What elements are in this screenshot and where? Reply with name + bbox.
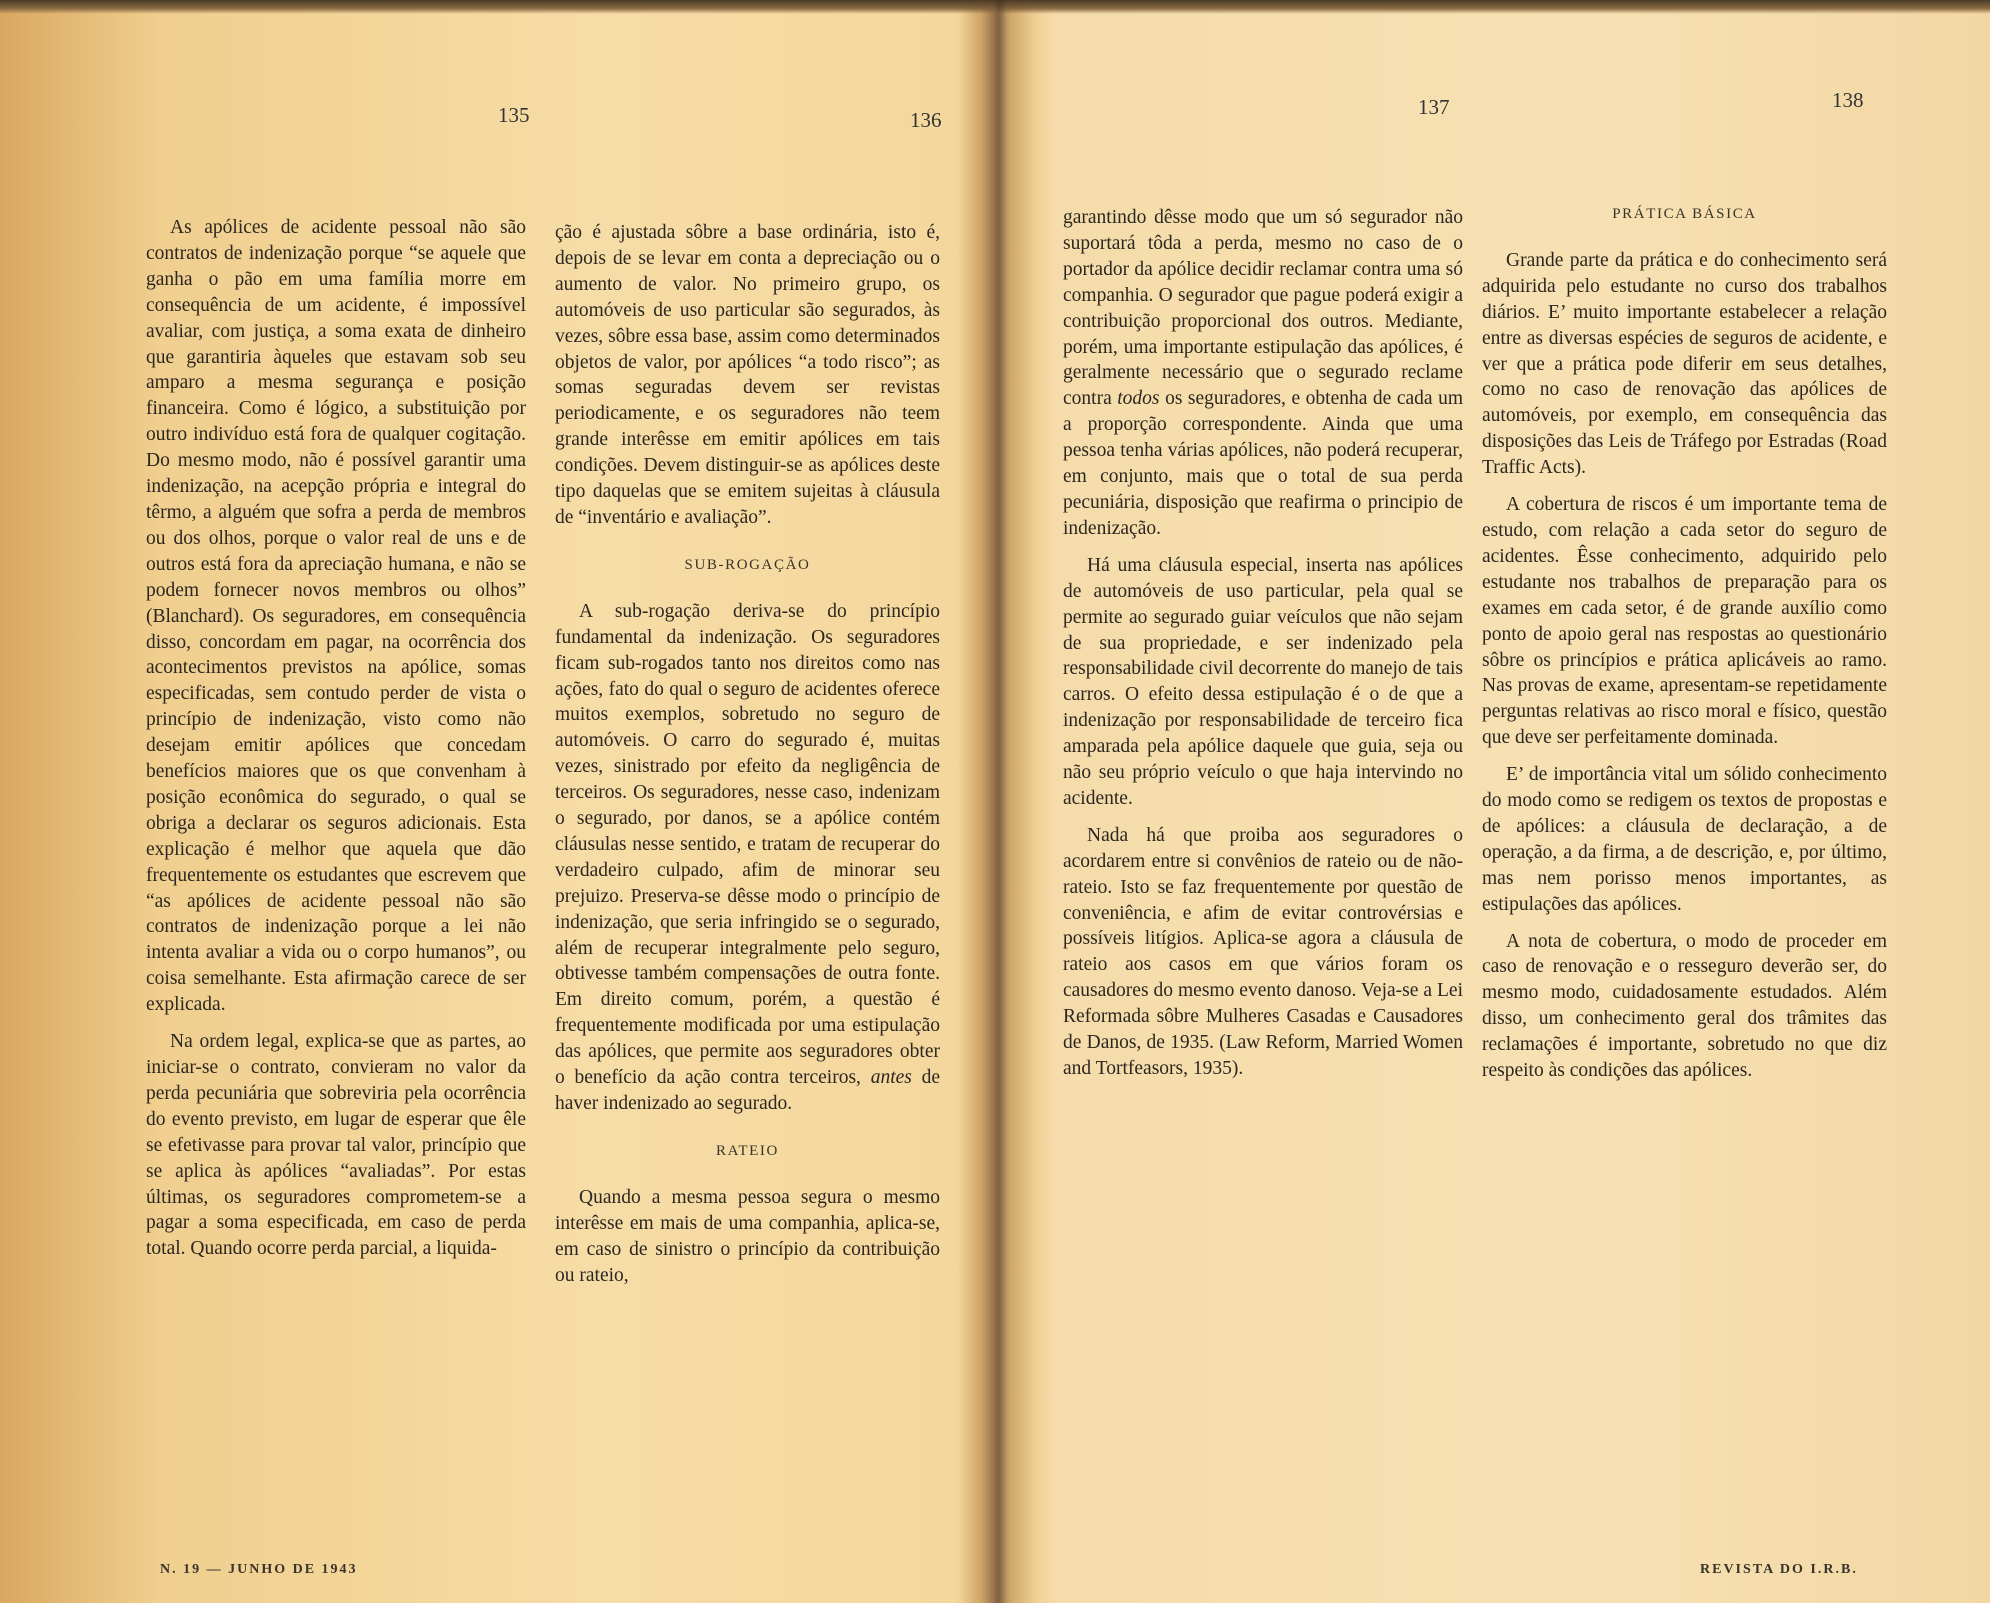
page-number-135: 135	[498, 103, 530, 127]
page-number-137: 137	[1418, 95, 1450, 119]
column-page-138	[1482, 190, 1887, 1095]
section-heading-sub-rogacao: SUB-ROGAÇÃO	[684, 556, 811, 573]
paragraph: A sub-rogação deriva-se do princípio fundamental da indenização. Os seguradores ficam sub-rogados tanto nos direitos como nas ações, fato do qual o seguro de acidentes oferece muitos exemplos, sobretudo no seguro de automóveis. O carro do segurado é, muitas vezes, sinistrado por efeito da negligência de terceiros. Os seguradores, nesse caso, indenizam o segurado, por danos, se a apólice contém cláusulas nesse sentido, e tratam de recuperar do verdadeiro culpado, afim de minorar seu prejuizo. Preserva-se dêsse modo o princípio de indenização, que seria infringido se o segurado, além de recuperar integralmente pelo seguro, obtivesse também compensações de outra fonte. Em direito comum, porém, a questão é frequentemente modificada por uma estipulação das apólices, que permite aos seguradores obter o benefício da ação contra terceiros, antes de haver indenizado ao segurado.	[555, 600, 941, 1114]
paragraph: garantindo dêsse modo que um só segurador não suportará tôda a perda, mesmo no caso de o portador da apólice decidir reclamar contra uma só companhia. O segurador que pague poderá exigir a contribuição proporcional dos outros. Mediante, porém, uma importante estipulação das apólices, é geralmente necessário que o segurado reclame contra todos os seguradores, e obtenha de cada um a proporção correspondente. Ainda que uma pessoa tenha várias apólices, não poderá recuperar, em conjunto, mais que o total de sua perda pecuniária, disposição que reafirma o principio de indenização.	[1063, 207, 1464, 539]
italic-word: todos	[1117, 388, 1160, 410]
paragraph: As apólices de acidente pessoal não são contratos de indenização porque “se aquele que ganha o pão em uma família morre em consequência de um acidente, é impossível avaliar, com justiça, a soma exata de dinheiro que garantiria àqueles que estavam sob seu amparo a mesma segurança e posição financeira. Como é lógico, a substituição por outro indivíduo está fora de qualquer cogitação. Do mesmo modo, não é possível garantir uma indenização, na acepção própria e integral do têrmo, a alguém que sofra a perda de membros ou dos olhos, porque o valor real de uns e de outros está fora da apreciação humana, e não se podem fornecer novos membros ou olhos” (Blanchard). Os seguradores, em consequência disso, concordam em pagar, na ocorrência dos acontecimentos previstos na apólice, somas especificadas, sem contudo perder de vista o princípio de indenização, visto como não desejam emitir apólices que concedam benefícios maiores que os que convenham à posição econômica do segurado, o qual se obriga a declarar os seguros adicionais. Esta explicação é melhor que aquela que dão frequentemente os estudantes que escrevem que “as apólices de acidente pessoal não são contratos de indenização porque a lei não intenta avaliar a vida ou o corpo humanos”, ou coisa semelhante. Esta afirmação carece de ser explicada.	[146, 217, 526, 1016]
paragraph: Na ordem legal, explica-se que as partes, ao iniciar-se o contrato, convieram no valor da perda pecuniária que sobreviria pela ocorrência do evento previsto, em lugar de esperar que êle se efetivasse para provar tal valor, princípio que se aplica às apólices “avaliadas”. Por estas últimas, os seguradores comprometem-se a pagar a soma especificada, em caso de perda total. Quando ocorre perda parcial, a liquida-	[146, 1031, 526, 1260]
italic-word: antes	[870, 1067, 912, 1089]
paragraph: Há uma cláusula especial, inserta nas apólices de automóveis de uso particular, pela qual se permite ao segurado guiar veículos que não sejam de sua propriedade, e ser indenizado pela responsabilidade civil decorrente do manejo de tais carros. O efeito dessa estipulação é o de que a indenização por responsabilidade de terceiro fica amparada pela apólice daquele que guia, seja ou não seu próprio veículo o que haja intervindo no acidente.	[1063, 554, 1463, 809]
section-heading-rateio: RATEIO	[716, 1142, 779, 1159]
page-number-138: 138	[1832, 88, 1864, 112]
section-heading-pratica-basica: PRÁTICA BÁSICA	[1612, 206, 1757, 222]
footer-journal: REVISTA DO I.R.B.	[1700, 1562, 1858, 1577]
paragraph: Nada há que proiba aos seguradores o acordarem entre si convênios de rateio ou de não-rateio. Isto se faz frequentemente por questão de conveniência, e afim de evitar controvérsias e possíveis litígios. Aplica-se agora a cláusula de rateio aos casos em que vários foram os causadores do mesmo evento danoso. Veja-se a Lei Reformada sôbre Mulheres Casadas e Causadores de Danos, de 1935. (Law Reform, Married Women and Tortfeasors, 1935).	[1063, 824, 1463, 1079]
column-page-135	[146, 215, 526, 1273]
paragraph: A nota de cobertura, o modo de proceder em caso de renovação e o resseguro deverão ser, do mesmo modo, cuidadosamente estudados. Além disso, um conhecimento geral dos trâmites das reclamações é importante, sobretudo no que diz respeito às condições das apólices.	[1482, 930, 1887, 1082]
page-number-136: 136	[910, 108, 942, 132]
footer-issue: N. 19 — JUNHO DE 1943	[160, 1562, 358, 1577]
paragraph: E’ de importância vital um sólido conhecimento do modo como se redigem os textos de propostas e de apólices: a cláusula de declaração, a de operação, a da firma, a de descrição, e, por último, mas nem porisso menos importantes, as estipulações das apólices.	[1482, 764, 1887, 915]
paragraph: Grande parte da prática e do conhecimento será adquirida pelo estudante no curso dos trabalhos diários. E’ muito importante estabelecer a relação entre as diversas espécies de seguros de acidente, e ver que a prática pode diferir em seus detalhes, como no caso de renovação das apólices de automóveis, por exemplo, em consequência das disposições das Leis de Tráfego por Estradas (Road Traffic Acts).	[1482, 249, 1887, 479]
paragraph: ção é ajustada sôbre a base ordinária, isto é, depois de se levar em conta a depreciação ou o aumento de valor. No primeiro grupo, os automóveis de uso particular são segurados, às vezes, sôbre essa base, assim como determinados objetos de valor, por apólices “a todo risco”; as somas seguradas devem ser revistas periodicamente, e os seguradores não teem grande interêsse em emitir apólices em tais condições. Devem distinguir-se as apólices deste tipo daquelas que se emitem sujeitas à cláusula de “inventário e avaliação”.	[555, 222, 940, 528]
paragraph: Quando a mesma pessoa segura o mesmo interêsse em mais de uma companhia, aplica-se, em caso de sinistro o princípio da contribuição ou rateio,	[555, 1186, 940, 1286]
column-page-137	[1063, 205, 1463, 1093]
column-page-136	[555, 220, 940, 1299]
book-gutter	[960, 0, 1035, 1603]
paragraph: A cobertura de riscos é um importante tema de estudo, com relação a cada setor do seguro de acidentes. Êsse conhecimento, adquirido pelo estudante nos trabalhos de preparação para os exames em cada setor, é de grande auxílio como ponto de apoio geral nas respostas ao questionário sôbre os princípios e prática aplicáveis ao ramo. Nas provas de exame, apresentam-se repetidamente perguntas relativas ao risco moral e físico, questão que deve ser perfeitamente dominada.	[1482, 494, 1887, 749]
